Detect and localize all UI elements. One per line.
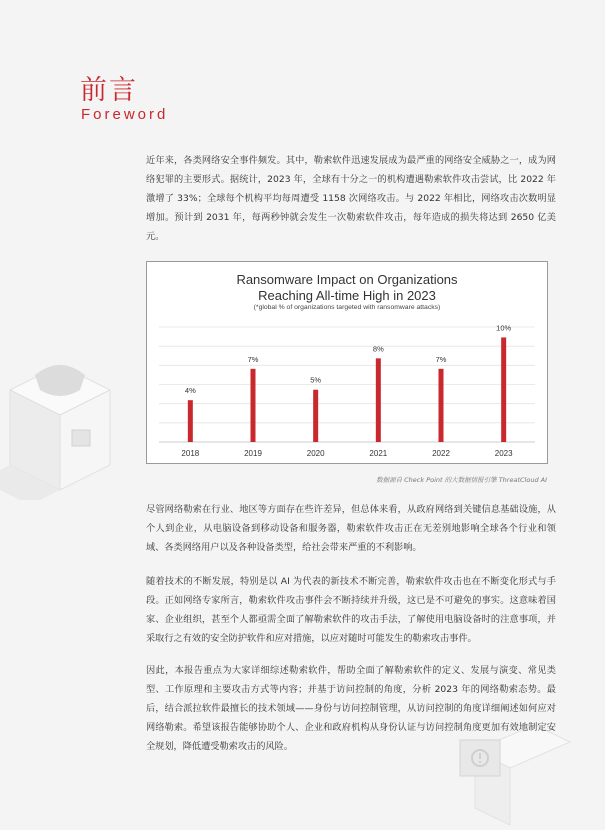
tick-label-2020: 2020: [306, 449, 325, 458]
tick-label-2023: 2023: [494, 449, 513, 458]
value-label-2022: 7%: [435, 354, 447, 364]
chart-title-line2: Reaching All-time High in 2023: [258, 288, 436, 303]
value-label-2018: 4%: [184, 386, 196, 396]
source-note: 数据源自 Check Point 的大数据情报引擎 ThreatCloud AI: [376, 476, 547, 484]
chart-subtitle: (*global % of organizations targeted with ransomware attacks): [253, 304, 441, 311]
tick-label-2021: 2021: [369, 449, 388, 458]
bar-2018: [188, 400, 193, 442]
bar-2019: [251, 369, 256, 442]
tick-label-2018: 2018: [181, 449, 200, 458]
bar-2020: [313, 390, 318, 442]
paragraph-intro: 近年来，各类网络安全事件频发。其中，勒索软件迅速发展成为最严重的网络安全威胁之一，成为网络犯罪的主要形式。据统计，2023 年，全球有十分之一的机构遭遇勒索软件攻击尝试，比 2022 年激增了 33%；全球每个机构平均每周遭受 1158 次网络攻击。与 2022 年相比，网络攻击次数明显增加。预计到 2031 年，每两秒钟就会发生一次勒索软件攻击，每年造成的损失将达到 2650 亿美元。: [146, 155, 556, 242]
value-label-2020: 5%: [310, 375, 322, 385]
tick-label-2022: 2022: [432, 449, 450, 458]
chart-plot-area: [147, 262, 547, 463]
page-title: 前言: [80, 75, 138, 106]
paragraph-report-scope: 因此，本报告重点为大家详细综述勒索软件，帮助全面了解勒索软件的定义、发展与演变、常见类型、工作原理和主要攻击方式等内容；并基于访问控制的角度，分析 2023 年的网络勒索态势。最后，结合派拉软件最擅长的技术领域——身份与访问控制管理，从访问控制的角度详细阐述如何应对网络勒索。希望该报告能够协助个人、企业和政府机构从身份认证与访问控制角度更加有效地制定安全规划，降低遭受勒索攻击的风险。: [146, 665, 556, 752]
bar-2023: [501, 337, 506, 442]
paragraph-impact: 尽管网络勒索在行业、地区等方面存在些许差异，但总体来看，从政府网络到关键信息基础设施，从个人到企业，从电脑设备到移动设备和服务器，勒索软件攻击正在无差别地影响全球各个行业和领域、各类网络用户以及各种设备类型，给社会带来严重的不利影响。: [146, 504, 556, 553]
bar-2022: [439, 369, 444, 442]
ransomware-bar-chart: [146, 261, 548, 464]
page-subtitle: Foreword: [81, 106, 169, 123]
tick-label-2019: 2019: [244, 449, 262, 458]
paragraph-trend: 随着技术的不断发展，特别是以 AI 为代表的新技术不断完善，勒索软件攻击也在不断变化形式与手段。正如网络专家所言，勒索软件攻击事件会不断持续并升级，这已是不可避免的事实。这意味着国家、企业组织，甚至个人都亟需全面了解勒索软件的攻击手法，了解使用电脑设备时的注意事项，并采取行之有效的安全防护软件和应对措施，以应对随时可能发生的勒索攻击事件。: [146, 576, 556, 644]
security-box-illustration: [0, 330, 130, 500]
value-label-2023: 10%: [496, 323, 512, 333]
chart-title-line1: Ransomware Impact on Organizations: [236, 272, 458, 287]
value-label-2019: 7%: [247, 354, 259, 364]
bar-2021: [376, 358, 381, 442]
value-label-2021: 8%: [372, 344, 384, 354]
